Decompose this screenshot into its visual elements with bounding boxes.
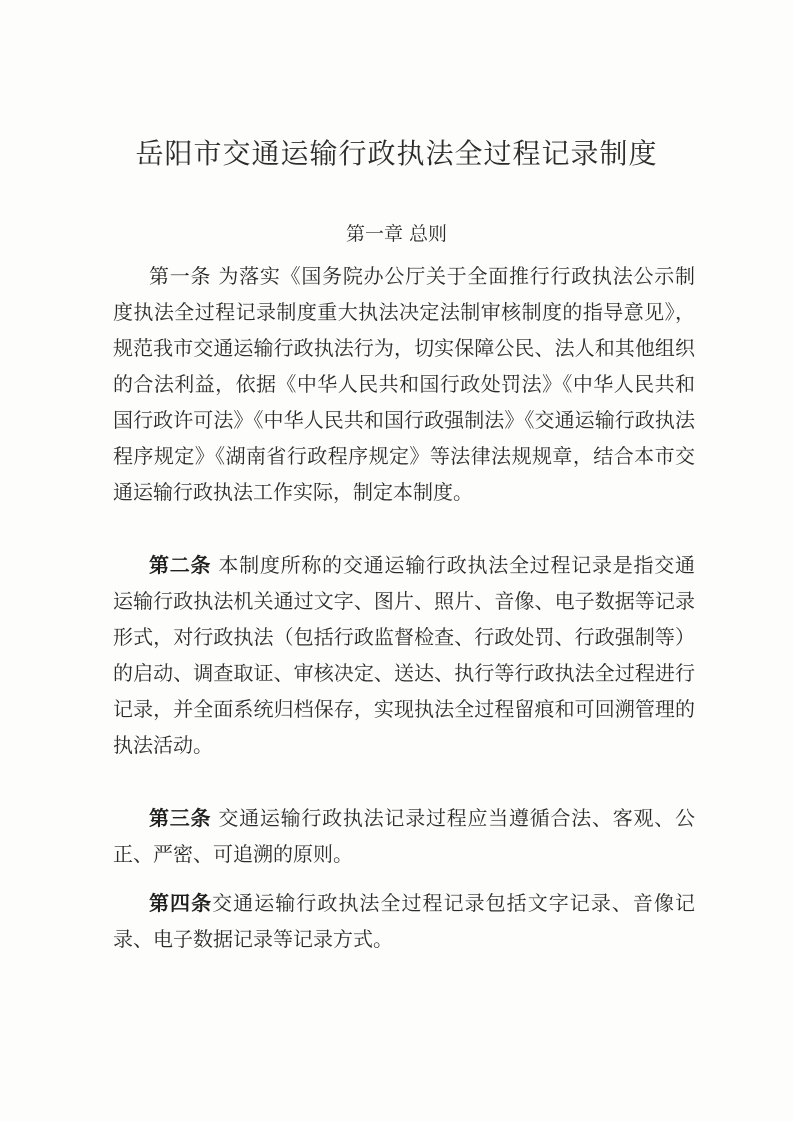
article-4-text: 交通运输行政执法全过程记录包括文字记录、音像记录、电子数据记录等记录方式。 (113, 891, 696, 951)
article-3 (113, 800, 695, 872)
article-4 (113, 885, 695, 957)
article-3-text: 交通运输行政执法记录过程应当遵循合法、客观、公正、严密、可追溯的原则。 (113, 806, 696, 866)
article-4-label: 第四条 (149, 891, 213, 915)
article-1-label: 第一条 (149, 264, 212, 288)
article-1 (113, 258, 695, 510)
article-3-label: 第三条 (149, 806, 212, 830)
document-title: 岳阳市交通运输行政执法全过程记录制度 (135, 137, 658, 170)
chapter-heading: 第一章 总则 (345, 223, 448, 245)
article-2-text: 本制度所称的交通运输行政执法全过程记录是指交通运输行政执法机关通过文字、图片、照片、音像、电子数据等记录形式，对行政执法（包括行政监督检查、行政处罚、行政强制等）的启动、调查取证、审核决定、送达、执行等行政执法全过程进行记录，并全面系统归档保存，实现执法全过程留痕和可回溯管理的执法活动。 (113, 553, 696, 757)
article-1-text: 为落实《国务院办公厅关于全面推行行政执法公示制度执法全过程记录制度重大执法决定法制审核制度的指导意见》，规范我市交通运输行政执法行为，切实保障公民、法人和其他组织的合法利益，依据《中华人民共和国行政处罚法》《中华人民共和国行政许可法》《中华人民共和国行政强制法》《交通运输行政执法程序规定》《湖南省行政程序规定》等法律法规规章，结合本市交通运输行政执法工作实际，制定本制度。 (113, 264, 696, 504)
article-2-label: 第二条 (149, 553, 212, 577)
article-2 (113, 547, 695, 763)
